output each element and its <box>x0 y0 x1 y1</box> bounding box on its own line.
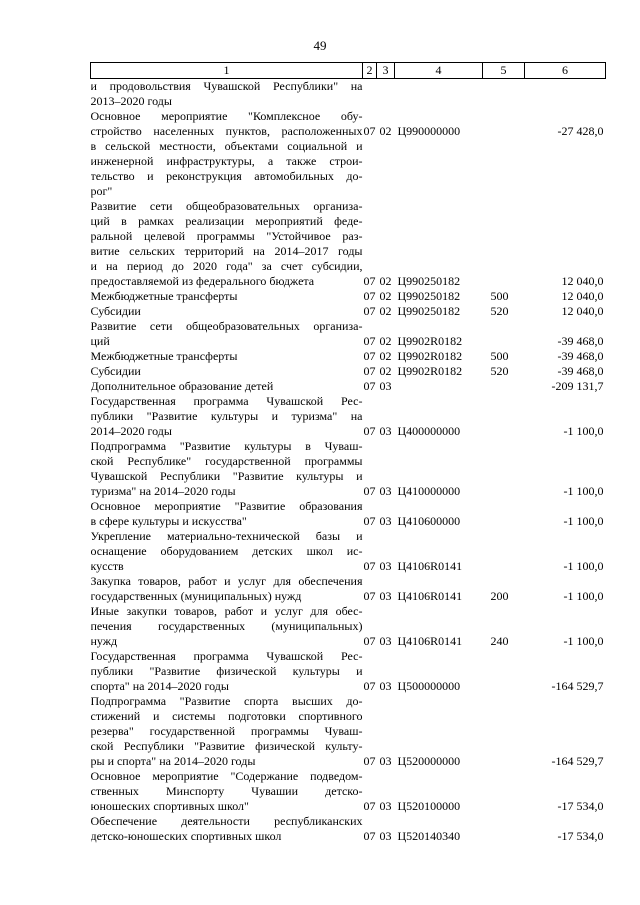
row-name-line: рог" <box>90 184 113 198</box>
row-subsection <box>377 79 395 110</box>
row-subsection: 02 <box>379 334 392 348</box>
row-section: 07 <box>363 484 376 498</box>
row-subsection: 02 <box>379 124 392 138</box>
row-name-line: детско-юношеских спортивных школ <box>90 829 282 843</box>
row-name <box>91 379 363 394</box>
row-expense-type <box>483 814 525 844</box>
row-section: 07 <box>363 754 376 768</box>
row-expense-type: 500 <box>490 349 509 363</box>
row-name-line: Государственная программа Чувашской Рес- <box>90 394 363 408</box>
row-name-line: Подпрограмма "Развитие спорта высших до- <box>90 694 363 708</box>
row-section: 07 <box>363 514 376 528</box>
row-name-line: Субсидии <box>90 304 141 318</box>
row-expense-type <box>483 199 525 289</box>
header-col-expense-type: 5 <box>483 63 525 79</box>
table-row <box>91 439 606 499</box>
row-name-line: туризма" на 2014–2020 годы <box>90 484 236 498</box>
header-col-target-article: 4 <box>395 63 483 79</box>
row-amount: -1 100,0 <box>563 514 604 528</box>
row-name <box>91 529 363 574</box>
row-subsection: 03 <box>379 679 392 693</box>
row-name-line: стижений и системы подготовки спортивного <box>90 709 363 723</box>
row-name-line: Развитие сети общеобразовательных организа- <box>90 199 363 213</box>
row-name <box>91 199 363 289</box>
row-target-article: Ц520100000 <box>397 799 461 813</box>
row-name-line: 2014–2020 годы <box>90 424 172 438</box>
row-name-line: ственных Минспорту Чувашии детско- <box>90 784 363 798</box>
row-name-line: ской Республики "Развитие физической культу- <box>90 739 363 753</box>
row-name-line: кусств <box>90 559 124 573</box>
row-subsection: 02 <box>379 289 392 303</box>
row-expense-type <box>483 499 525 529</box>
row-amount: -164 529,7 <box>551 754 604 768</box>
row-amount: 12 040,0 <box>561 304 604 318</box>
row-name-line: Основное мероприятие "Комплексное обу- <box>90 109 363 123</box>
table-row <box>91 289 606 304</box>
row-expense-type: 500 <box>490 289 509 303</box>
row-name <box>91 289 363 304</box>
row-section: 07 <box>363 559 376 573</box>
row-subsection: 02 <box>379 304 392 318</box>
row-section: 07 <box>363 304 376 318</box>
row-expense-type <box>483 79 525 110</box>
row-name-line: и на период до 2020 года" за счет субсидии, <box>90 259 363 273</box>
row-name-line: Межбюджетные трансферты <box>90 289 238 303</box>
row-name <box>91 769 363 814</box>
row-name <box>91 694 363 769</box>
row-expense-type <box>483 529 525 574</box>
row-name-line: Закупка товаров, работ и услуг для обеспечения <box>90 574 363 588</box>
row-section: 07 <box>363 634 376 648</box>
budget-table <box>90 62 606 844</box>
row-name-line: и продовольствия Чувашской Республики" на <box>90 79 363 93</box>
row-name-line: Обеспечение деятельности республиканских <box>90 814 363 828</box>
row-target-article: Ц400000000 <box>397 424 461 438</box>
row-section: 07 <box>363 364 376 378</box>
row-name-line: публики "Развитие культуры и туризма" на <box>90 409 363 423</box>
row-name-line: Подпрограмма "Развитие культуры в Чуваш- <box>90 439 363 453</box>
row-subsection: 03 <box>379 379 392 393</box>
row-section: 07 <box>363 289 376 303</box>
row-name-line: 2013–2020 годы <box>90 94 172 108</box>
row-amount: 12 040,0 <box>561 289 604 303</box>
row-expense-type <box>483 439 525 499</box>
row-name <box>91 604 363 649</box>
row-name <box>91 499 363 529</box>
row-target-article: Ц520000000 <box>397 754 461 768</box>
row-target-article: Ц9902R0182 <box>397 349 463 363</box>
row-amount: -17 534,0 <box>557 829 604 843</box>
row-name <box>91 364 363 379</box>
table-row <box>91 574 606 604</box>
row-subsection: 03 <box>379 799 392 813</box>
row-target-article: Ц410600000 <box>397 514 461 528</box>
row-name-line: предоставляемой из федерального бюджета <box>90 274 315 288</box>
table-row <box>91 79 606 110</box>
row-name-line: в сельской местности, объектами социальной и <box>90 139 363 153</box>
table-row <box>91 364 606 379</box>
row-name-line: в сфере культуры и искусства" <box>90 514 247 528</box>
row-name <box>91 394 363 439</box>
row-name-line: Государственная программа Чувашской Рес- <box>90 649 363 663</box>
row-subsection: 02 <box>379 364 392 378</box>
row-name <box>91 304 363 319</box>
row-target-article: Ц990250182 <box>397 289 461 303</box>
row-target-article: Ц500000000 <box>397 679 461 693</box>
row-name-line: Дополнительное образование детей <box>90 379 274 393</box>
row-amount: -1 100,0 <box>563 634 604 648</box>
row-name <box>91 814 363 844</box>
table-row <box>91 604 606 649</box>
row-name-line: оснащение оборудованием детских школ ис- <box>90 544 363 558</box>
row-expense-type <box>483 319 525 349</box>
row-section: 07 <box>363 799 376 813</box>
row-name <box>91 649 363 694</box>
row-name-line: витие сельских территорий на 2014–2017 годы <box>90 244 363 258</box>
row-target-article: Ц990000000 <box>397 124 461 138</box>
row-name <box>91 574 363 604</box>
row-name-line: Чувашской Республики "Развитие культуры и <box>90 469 363 483</box>
row-expense-type: 520 <box>490 364 509 378</box>
row-amount: -39 468,0 <box>557 334 604 348</box>
row-amount: -1 100,0 <box>563 559 604 573</box>
row-name-line: Иные закупки товаров, работ и услуг для обес- <box>90 604 363 618</box>
row-name-line: публики "Развитие физической культуры и <box>90 664 363 678</box>
row-expense-type <box>483 694 525 769</box>
row-target-article: Ц990250182 <box>397 304 461 318</box>
row-expense-type <box>483 769 525 814</box>
row-amount: -1 100,0 <box>563 589 604 603</box>
row-target-article: Ц9902R0182 <box>397 334 463 348</box>
table-row <box>91 814 606 844</box>
row-subsection: 02 <box>379 274 392 288</box>
row-amount <box>525 79 606 110</box>
row-target-article: Ц410000000 <box>397 484 461 498</box>
row-amount: -1 100,0 <box>563 424 604 438</box>
row-expense-type <box>483 379 525 394</box>
row-section: 07 <box>363 424 376 438</box>
row-target-article <box>395 79 483 110</box>
table-row <box>91 694 606 769</box>
row-amount: -39 468,0 <box>557 349 604 363</box>
row-section: 07 <box>363 829 376 843</box>
row-target-article: Ц4106R0141 <box>397 559 463 573</box>
header-col-subsection: 3 <box>377 63 395 79</box>
table-row <box>91 499 606 529</box>
row-section: 07 <box>363 679 376 693</box>
row-subsection: 03 <box>379 424 392 438</box>
row-target-article <box>395 379 483 394</box>
table-row <box>91 109 606 199</box>
row-expense-type: 200 <box>490 589 509 603</box>
row-name-line: печения государственных (муниципальных) <box>90 619 363 633</box>
row-name-line: ций в рамках реализации мероприятий феде- <box>90 214 363 228</box>
row-section: 07 <box>363 334 376 348</box>
row-name-line: ральной целевой программы "Устойчивое раз- <box>90 229 363 243</box>
row-name-line: ской Республике" государственной программы <box>90 454 363 468</box>
row-target-article: Ц990250182 <box>397 274 461 288</box>
row-amount: -209 131,7 <box>551 379 604 393</box>
header-col-name: 1 <box>91 63 363 79</box>
row-subsection: 03 <box>379 514 392 528</box>
row-section: 07 <box>363 589 376 603</box>
row-name <box>91 319 363 349</box>
row-subsection: 03 <box>379 829 392 843</box>
table-row <box>91 199 606 289</box>
row-amount: 12 040,0 <box>561 274 604 288</box>
row-subsection: 03 <box>379 634 392 648</box>
row-expense-type: 520 <box>490 304 509 318</box>
row-expense-type <box>483 109 525 199</box>
row-name <box>91 109 363 199</box>
row-target-article: Ц520140340 <box>397 829 461 843</box>
row-amount: -17 534,0 <box>557 799 604 813</box>
row-expense-type <box>483 394 525 439</box>
page-number: 49 <box>313 38 327 53</box>
row-subsection: 03 <box>379 559 392 573</box>
row-target-article: Ц9902R0182 <box>397 364 463 378</box>
header-col-amount: 6 <box>525 63 606 79</box>
row-expense-type: 240 <box>490 634 509 648</box>
row-target-article: Ц4106R0141 <box>397 634 463 648</box>
row-name-line: государственных (муниципальных) нужд <box>90 589 302 603</box>
row-name-line: спорта" на 2014–2020 годы <box>90 679 229 693</box>
row-name <box>91 349 363 364</box>
row-name-line: Основное мероприятие "Развитие образования <box>90 499 363 513</box>
row-section: 07 <box>363 349 376 363</box>
row-name-line: Укрепление материально-технической базы и <box>90 529 363 543</box>
row-name-line: юношеских спортивных школ" <box>90 799 249 813</box>
row-name-line: Субсидии <box>90 364 141 378</box>
header-col-section: 2 <box>363 63 377 79</box>
row-name-line: Развитие сети общеобразовательных организа- <box>90 319 363 333</box>
row-amount: -27 428,0 <box>557 124 604 138</box>
row-section: 07 <box>363 274 376 288</box>
table-row <box>91 319 606 349</box>
row-expense-type <box>483 649 525 694</box>
table-row <box>91 649 606 694</box>
row-name-line: стройство населенных пунктов, расположенных <box>90 124 363 138</box>
table-row <box>91 769 606 814</box>
row-name-line: Основное мероприятие "Содержание подведом- <box>90 769 363 783</box>
row-name <box>91 439 363 499</box>
table-row <box>91 304 606 319</box>
row-name-line: ций <box>90 334 110 348</box>
row-amount: -164 529,7 <box>551 679 604 693</box>
row-name-line: тельство и реконструкция автомобильных до- <box>90 169 363 183</box>
row-subsection: 03 <box>379 589 392 603</box>
row-section: 07 <box>363 379 376 393</box>
row-name-line: инженерной инфраструктуры, а также строи- <box>90 154 363 168</box>
row-subsection: 03 <box>379 754 392 768</box>
row-subsection: 03 <box>379 484 392 498</box>
row-name-line: Межбюджетные трансферты <box>90 349 238 363</box>
table-row <box>91 379 606 394</box>
table-row <box>91 529 606 574</box>
row-name <box>91 79 363 110</box>
row-section: 07 <box>363 124 376 138</box>
row-amount: -39 468,0 <box>557 364 604 378</box>
row-target-article: Ц4106R0141 <box>397 589 463 603</box>
row-name-line: нужд <box>90 634 118 648</box>
header-row <box>91 63 606 79</box>
row-section <box>363 79 377 110</box>
row-name-line: ры и спорта" на 2014–2020 годы <box>90 754 256 768</box>
row-amount: -1 100,0 <box>563 484 604 498</box>
row-name-line: резерва" государственной программы Чуваш- <box>90 724 363 738</box>
table-row <box>91 394 606 439</box>
table-row <box>91 349 606 364</box>
row-subsection: 02 <box>379 349 392 363</box>
